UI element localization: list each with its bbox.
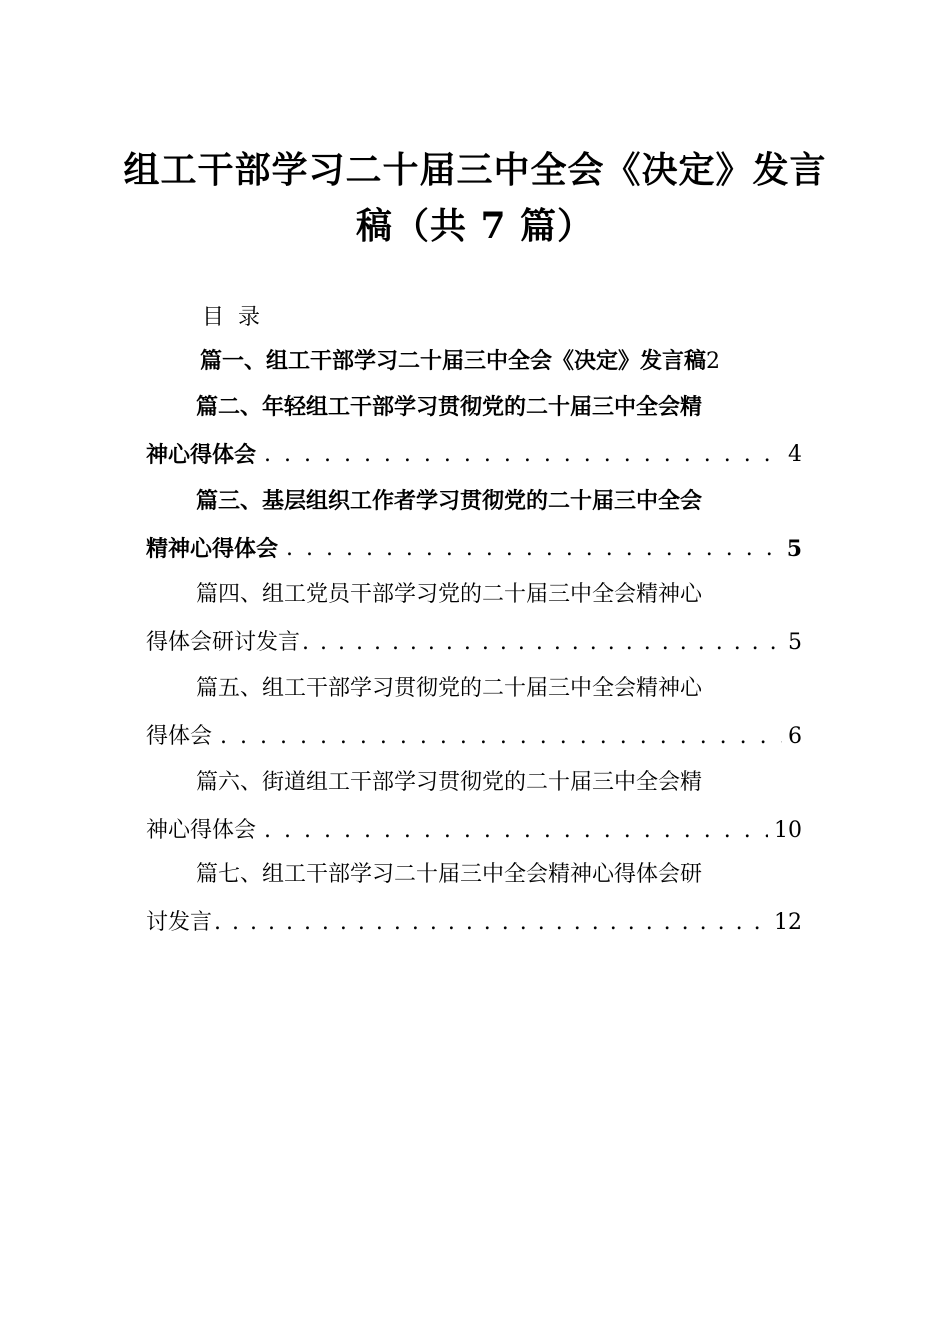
toc-entry-5-line-2[interactable]: [146, 722, 802, 752]
toc-heading: 目 录: [202, 305, 260, 330]
toc-leader-dots: [214, 908, 768, 938]
toc-leader-dots: [264, 816, 768, 846]
toc-entry-4-title-cont: 得体会研讨发言: [146, 630, 301, 655]
toc-entry-6-page: 10: [774, 818, 802, 843]
document-title-line-1: 组工干部学习二十届三中全会《决定》发言: [123, 149, 827, 191]
toc-entry-6-line-2[interactable]: [146, 816, 802, 846]
toc-entry-1[interactable]: [200, 346, 720, 377]
toc-leader-dots: [264, 440, 782, 470]
toc-entry-2-page: 4: [788, 442, 802, 467]
toc-entry-5-title-cont: 得体会: [146, 724, 213, 749]
toc-entry-1-page: 2: [706, 349, 721, 374]
toc-entry-5-line-1[interactable]: 篇五、组工干部学习贯彻党的二十届三中全会精神心: [196, 676, 703, 701]
toc-entry-4-page: 5: [788, 630, 802, 655]
toc-entry-4-line-1[interactable]: 篇四、组工党员干部学习党的二十届三中全会精神心: [196, 582, 703, 607]
toc-entry-7-title-cont: 讨发言: [146, 910, 213, 935]
toc-leader-dots: [302, 628, 782, 658]
toc-entry-2-title-cont: 神心得体会: [146, 442, 257, 468]
toc-entry-7-line-1[interactable]: 篇七、组工干部学习二十届三中全会精神心得体会研: [196, 862, 703, 887]
toc-entry-2-line-1[interactable]: 篇二、年轻组工干部学习贯彻党的二十届三中全会精: [196, 394, 703, 420]
toc-entry-3-line-1[interactable]: 篇三、基层组织工作者学习贯彻党的二十届三中全会: [196, 488, 703, 514]
toc-entry-5-page: 6: [788, 724, 802, 749]
toc-entry-3-page: 5: [786, 536, 802, 562]
toc-entry-3-line-2[interactable]: [146, 534, 802, 564]
toc-entry-6-line-1[interactable]: 篇六、街道组工干部学习贯彻党的二十届三中全会精: [196, 770, 703, 795]
toc-entry-4-line-2[interactable]: [146, 628, 802, 658]
toc-entry-7-line-2[interactable]: [146, 908, 802, 938]
toc-entry-6-title-cont: 神心得体会: [146, 818, 257, 843]
toc-entry-2-line-2[interactable]: [146, 440, 802, 470]
toc-leader-dots: [220, 722, 782, 752]
toc-entry-7-page: 12: [774, 910, 802, 935]
document-title-line-2: 稿（共 7 篇）: [355, 205, 595, 247]
toc-entry-3-title-cont: 精神心得体会: [146, 536, 279, 562]
toc-leader-dots: [286, 534, 781, 564]
toc-entry-1-title: 篇一、组工干部学习二十届三中全会《决定》发言稿: [200, 348, 707, 374]
